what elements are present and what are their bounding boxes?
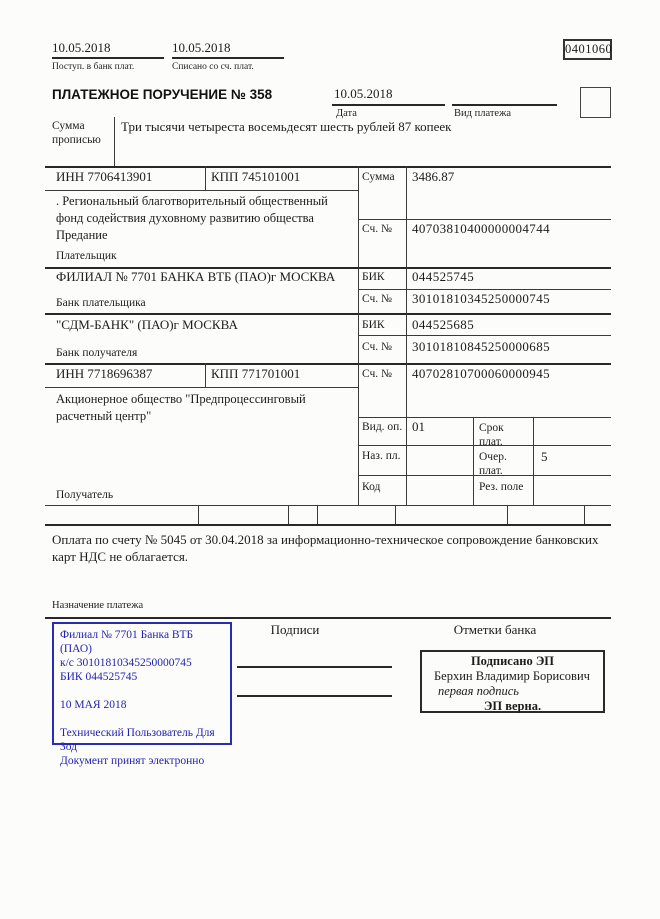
payee-account-label: Сч. №	[362, 368, 393, 380]
due-date-label: Срок плат.	[479, 422, 504, 448]
payer-label: Плательщик	[56, 250, 117, 262]
operation-kind-label: Вид. оп.	[362, 421, 403, 433]
amount-value: 3486.87	[412, 169, 455, 184]
payer-bank-bik-value: 044525745	[412, 269, 475, 284]
divider-line	[45, 387, 358, 388]
priority-value: 5	[541, 449, 548, 464]
bank-marks-header: Отметки банка	[453, 622, 537, 637]
electronic-signature-stamp	[420, 650, 605, 713]
tax-field-divider	[198, 505, 199, 524]
payer-account-label: Сч. №	[362, 223, 393, 235]
operation-kind-value: 01	[412, 419, 425, 434]
payee-bank-name: "СДМ-БАНК" (ПАО)г МОСКВА	[56, 317, 238, 332]
divider-line	[473, 417, 474, 505]
payee-name: Акционерное общество "Предпроцессинговый расчетный центр"	[56, 392, 306, 423]
stamp-bank-name: Филиал № 7701 Банка ВТБ (ПАО)	[60, 629, 194, 655]
stamp-accepted-note: Документ принят электронно	[60, 755, 205, 767]
divider-line	[533, 417, 534, 505]
signatures-header: Подписи	[270, 622, 320, 637]
signature-line	[237, 695, 392, 697]
ep-stamp-signer: Берхин Владимир Борисович	[434, 669, 590, 683]
reserve-field-label: Рез. поле	[479, 481, 524, 493]
payment-purpose-label: Назначение платежа	[52, 600, 144, 611]
divider-line	[332, 104, 445, 106]
amount-label: Сумма	[362, 171, 395, 183]
document-date: 10.05.2018	[334, 86, 393, 101]
payee-label: Получатель	[56, 489, 114, 501]
tax-field-divider	[584, 505, 585, 524]
payer-bank-label: Банк плательщика	[56, 297, 146, 309]
stamp-date: 10 МАЯ 2018	[60, 699, 127, 711]
debited-from-account-date: 10.05.2018	[172, 40, 231, 55]
payment-purpose-code-label: Наз. пл.	[362, 450, 401, 462]
tax-field-divider	[288, 505, 289, 524]
received-in-bank-label: Поступ. в банк плат.	[52, 62, 135, 72]
payee-bank-account-label: Сч. №	[362, 341, 393, 353]
payer-bank-name: ФИЛИАЛ № 7701 БАНКА ВТБ (ПАО)г МОСКВА	[56, 269, 336, 284]
divider-line	[45, 617, 611, 619]
stamp-user: Технический Пользователь Для Зод	[60, 727, 215, 753]
payer-bank-account-value: 30101810345250000745	[412, 291, 550, 306]
payee-bank-label: Банк получателя	[56, 347, 138, 359]
bank-electronic-stamp	[52, 622, 232, 767]
divider-line	[205, 166, 206, 190]
amount-words-value: Три тысячи четыреста восемьдесят шесть рублей 87 копеек	[121, 119, 452, 134]
divider-line	[45, 313, 611, 315]
ep-stamp-verified: ЭП верна.	[483, 699, 542, 713]
divider-line	[358, 335, 611, 336]
divider-line	[358, 166, 359, 505]
payment-purpose-text: Оплата по счету № 5045 от 30.04.2018 за информационно-техническое сопровождение банковских карт НДС не облагается.	[52, 532, 599, 564]
payer-bank-bik-label: БИК	[362, 271, 385, 283]
code-label: Код	[362, 481, 381, 493]
divider-line	[358, 219, 611, 220]
tax-field-divider	[395, 505, 396, 524]
divider-line	[114, 117, 115, 166]
payer-kpp: КПП 745101001	[211, 169, 301, 184]
divider-line	[45, 166, 611, 168]
stamp-corr-account: к/с 30101810345250000745	[60, 657, 192, 669]
divider-line	[205, 363, 206, 387]
payee-kpp: КПП 771701001	[211, 366, 301, 381]
payer-name: . Региональный благотворительный общественный фонд содействия духовному развитию общества Предание	[56, 194, 328, 242]
payment-type-checkbox	[580, 87, 611, 118]
payer-account-value: 40703810400000004744	[412, 221, 550, 236]
divider-line	[406, 166, 407, 505]
divider-line	[172, 57, 284, 59]
payer-inn: ИНН 7706413901	[56, 169, 153, 184]
divider-line	[45, 190, 358, 191]
payee-inn: ИНН 7718696387	[56, 366, 153, 381]
payment-type-label: Вид платежа	[454, 108, 512, 119]
tax-field-divider	[507, 505, 508, 524]
divider-line	[45, 524, 611, 526]
divider-line	[45, 363, 611, 365]
debited-from-account-label: Списано со сч. плат.	[172, 62, 254, 72]
payee-bank-bik-label: БИК	[362, 319, 385, 331]
divider-line	[358, 417, 611, 418]
form-code-box: 0401060	[563, 39, 612, 60]
divider-line	[358, 289, 611, 290]
payer-bank-account-label: Сч. №	[362, 293, 393, 305]
divider-line	[52, 57, 164, 59]
divider-line	[45, 505, 611, 506]
stamp-bik: БИК 044525745	[60, 671, 138, 683]
payee-account-value: 40702810700060000945	[412, 366, 550, 381]
received-in-bank-date: 10.05.2018	[52, 40, 111, 55]
document-title: ПЛАТЕЖНОЕ ПОРУЧЕНИЕ № 358	[52, 87, 273, 102]
payee-bank-account-value: 30101810845250000685	[412, 339, 550, 354]
divider-line	[452, 104, 557, 106]
signature-line	[237, 666, 392, 668]
priority-label: Очер. плат.	[479, 451, 507, 477]
ep-stamp-signature-kind: первая подпись	[438, 684, 519, 698]
payee-bank-bik-value: 044525685	[412, 317, 475, 332]
tax-field-divider	[317, 505, 318, 524]
ep-stamp-title: Подписано ЭП	[470, 654, 555, 668]
amount-words-label: Сумма прописью	[52, 120, 101, 146]
date-label: Дата	[336, 108, 357, 119]
